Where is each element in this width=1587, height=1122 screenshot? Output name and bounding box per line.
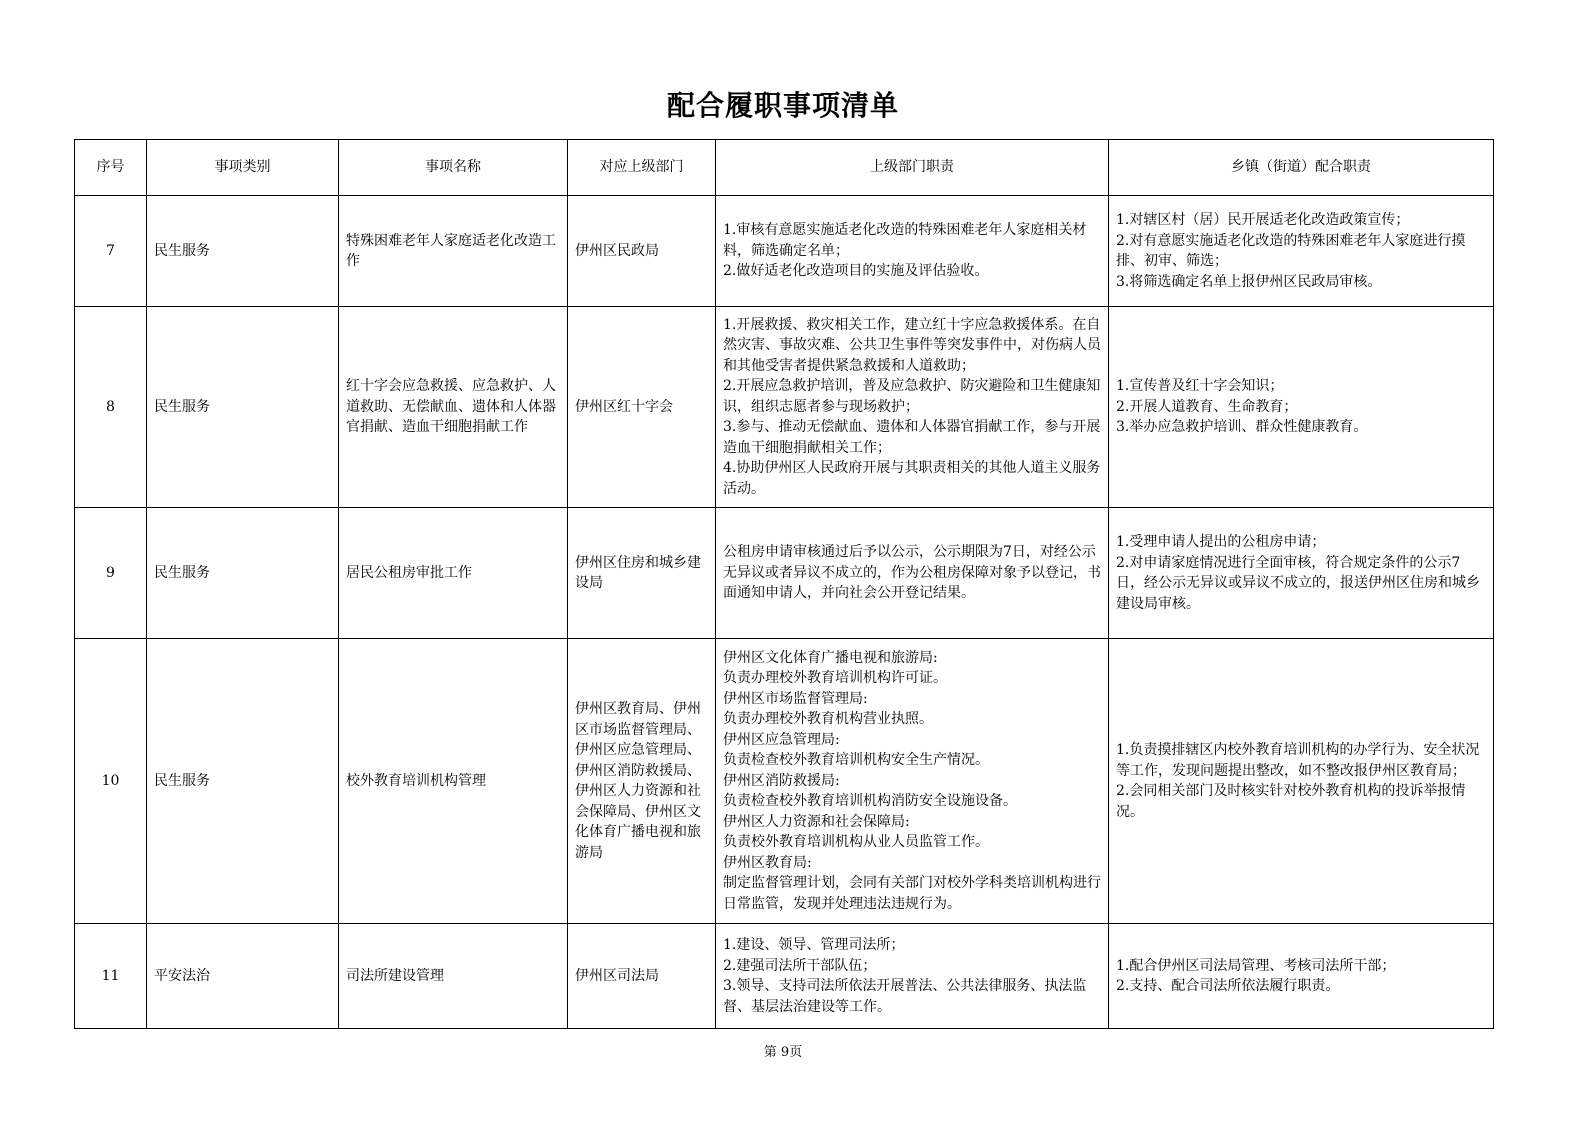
cell-upper-duty xyxy=(716,196,1109,307)
duty-line: 伊州区文化体育广播电视和旅游局: xyxy=(723,649,938,666)
table-header-row xyxy=(75,140,1494,196)
cell-dept: 伊州区教育局、伊州区市场监督管理局、伊州区应急管理局、伊州区消防救援局、伊州区人力资源和社会保障局、伊州区文化体育广播电视和旅游局 xyxy=(568,639,716,924)
duty-line: 3.将筛选确定名单上报伊州区民政局审核。 xyxy=(1116,273,1382,290)
duty-line: 1.建设、领导、管理司法所； xyxy=(723,937,905,953)
duty-line: 负责检查校外教育培训机构消防安全设施设备。 xyxy=(723,793,1017,810)
duty-line: 2.开展人道教育、生命教育； xyxy=(1116,398,1298,415)
duty-line: 伊州区应急管理局: xyxy=(723,731,840,748)
duty-line: 1.对辖区村（居）民开展适老化改造政策宣传； xyxy=(1116,212,1410,228)
cell-category: 民生服务 xyxy=(147,639,339,924)
duty-line: 1.负责摸排辖区内校外教育培训机构的办学行为、安全状况等工作，发现问题提出整改，如不整改报伊州区教育局； xyxy=(1116,742,1480,779)
duty-line: 2.对申请家庭情况进行全面审核，符合规定条件的公示7日，经公示无异议或异议不成立的，报送伊州区住房和城乡建设局审核。 xyxy=(1116,554,1480,612)
cell-name: 校外教育培训机构管理 xyxy=(339,639,568,924)
duty-line: 负责校外教育培训机构从业人员监管工作。 xyxy=(723,834,989,851)
page-title: 配合履职事项清单 xyxy=(666,89,899,122)
cell-town-duty xyxy=(1109,508,1494,639)
duty-line: 2.建强司法所干部队伍； xyxy=(723,957,877,974)
header-upper-duty: 上级部门职责 xyxy=(716,140,1109,196)
duty-line: 伊州区教育局: xyxy=(723,854,812,871)
cell-town-duty xyxy=(1109,924,1494,1029)
cell-upper-duty xyxy=(716,508,1109,639)
header-seq: 序号 xyxy=(75,140,147,196)
cell-seq: 7 xyxy=(75,196,147,307)
header-category: 事项类别 xyxy=(147,140,339,196)
duty-line: 1.受理申请人提出的公租房申请； xyxy=(1116,534,1326,550)
header-town-duty: 乡镇（街道）配合职责 xyxy=(1109,140,1494,196)
cell-seq: 8 xyxy=(75,307,147,508)
cell-category: 民生服务 xyxy=(147,508,339,639)
duty-line: 1.开展救援、救灾相关工作，建立红十字应急救援体系。在自然灾害、事故灾难、公共卫生事件等突发事件中，对伤病人员和其他受害者提供紧急救援和人道救助； xyxy=(723,316,1101,374)
table-row xyxy=(75,639,1494,924)
cell-seq: 11 xyxy=(75,924,147,1029)
cell-upper-duty xyxy=(716,924,1109,1029)
duty-line: 伊州区人力资源和社会保障局: xyxy=(723,813,910,830)
duty-line: 2.做好适老化改造项目的实施及评估验收。 xyxy=(723,263,989,280)
cell-dept: 伊州区住房和城乡建设局 xyxy=(568,508,716,639)
duty-line: 2.开展应急救护培训，普及应急救护、防灾避险和卫生健康知识，组织志愿者参与现场救护； xyxy=(723,378,1101,415)
cell-town-duty xyxy=(1109,307,1494,508)
duty-line: 2.会同相关部门及时核实针对校外教育机构的投诉举报情况。 xyxy=(1116,783,1466,820)
duty-line: 1.审核有意愿实施适老化改造的特殊困难老年人家庭相关材料，筛选确定名单； xyxy=(723,222,1087,259)
duty-line: 2.支持、配合司法所依法履行职责。 xyxy=(1116,978,1340,994)
cell-town-duty xyxy=(1109,196,1494,307)
cell-dept: 伊州区司法局 xyxy=(568,924,716,1029)
cell-dept: 伊州区民政局 xyxy=(568,196,716,307)
cell-name: 红十字会应急救援、应急救护、人道救助、无偿献血、遗体和人体器官捐献、造血干细胞捐献工作 xyxy=(339,307,568,508)
duty-list-table xyxy=(74,139,1494,1029)
table-row xyxy=(75,196,1494,307)
cell-dept: 伊州区红十字会 xyxy=(568,307,716,508)
duty-line: 1.宣传普及红十字会知识； xyxy=(1116,378,1284,395)
cell-category: 民生服务 xyxy=(147,307,339,508)
cell-upper-duty xyxy=(716,307,1109,508)
duty-line: 3.领导、支持司法所依法开展普法、公共法律服务、执法监督、基层法治建设等工作。 xyxy=(723,978,1087,1015)
cell-category: 民生服务 xyxy=(147,196,339,307)
duty-line: 制定监督管理计划，会同有关部门对校外学科类培训机构进行日常监管，发现并处理违法违规行为。 xyxy=(723,875,1101,912)
duty-line: 公租房申请审核通过后予以公示，公示期限为7日，对经公示无异议或者异议不成立的，作为公租房保障对象予以登记，书面通知申请人，并向社会公开登记结果。 xyxy=(723,544,1101,602)
duty-line: 负责办理校外教育机构营业执照。 xyxy=(723,711,933,728)
duty-line: 3.举办应急救护培训、群众性健康教育。 xyxy=(1116,419,1368,436)
duty-line: 2.对有意愿实施适老化改造的特殊困难老年人家庭进行摸排、初审、筛选； xyxy=(1116,232,1466,269)
duty-line: 伊州区消防救援局: xyxy=(723,772,840,789)
page-number: 第 9页 xyxy=(763,1045,803,1060)
duty-line: 负责办理校外教育培训机构许可证。 xyxy=(723,670,947,687)
header-name: 事项名称 xyxy=(339,140,568,196)
cell-seq: 9 xyxy=(75,508,147,639)
duty-line: 1.配合伊州区司法局管理、考核司法所干部； xyxy=(1116,957,1396,974)
header-dept: 对应上级部门 xyxy=(568,140,716,196)
cell-name: 司法所建设管理 xyxy=(339,924,568,1029)
duty-line: 伊州区市场监督管理局: xyxy=(723,690,868,707)
cell-upper-duty xyxy=(716,639,1109,924)
cell-category: 平安法治 xyxy=(147,924,339,1029)
cell-seq: 10 xyxy=(75,639,147,924)
table-row xyxy=(75,924,1494,1029)
cell-town-duty xyxy=(1109,639,1494,924)
table-row xyxy=(75,307,1494,508)
cell-name: 居民公租房审批工作 xyxy=(339,508,568,639)
duty-line: 负责检查校外教育培训机构安全生产情况。 xyxy=(723,752,989,769)
cell-name: 特殊困难老年人家庭适老化改造工作 xyxy=(339,196,568,307)
table-row xyxy=(75,508,1494,639)
duty-line: 3.参与、推动无偿献血、遗体和人体器官捐献工作，参与开展造血干细胞捐献相关工作； xyxy=(723,419,1101,456)
duty-line: 4.协助伊州区人民政府开展与其职责相关的其他人道主义服务活动。 xyxy=(723,460,1101,497)
